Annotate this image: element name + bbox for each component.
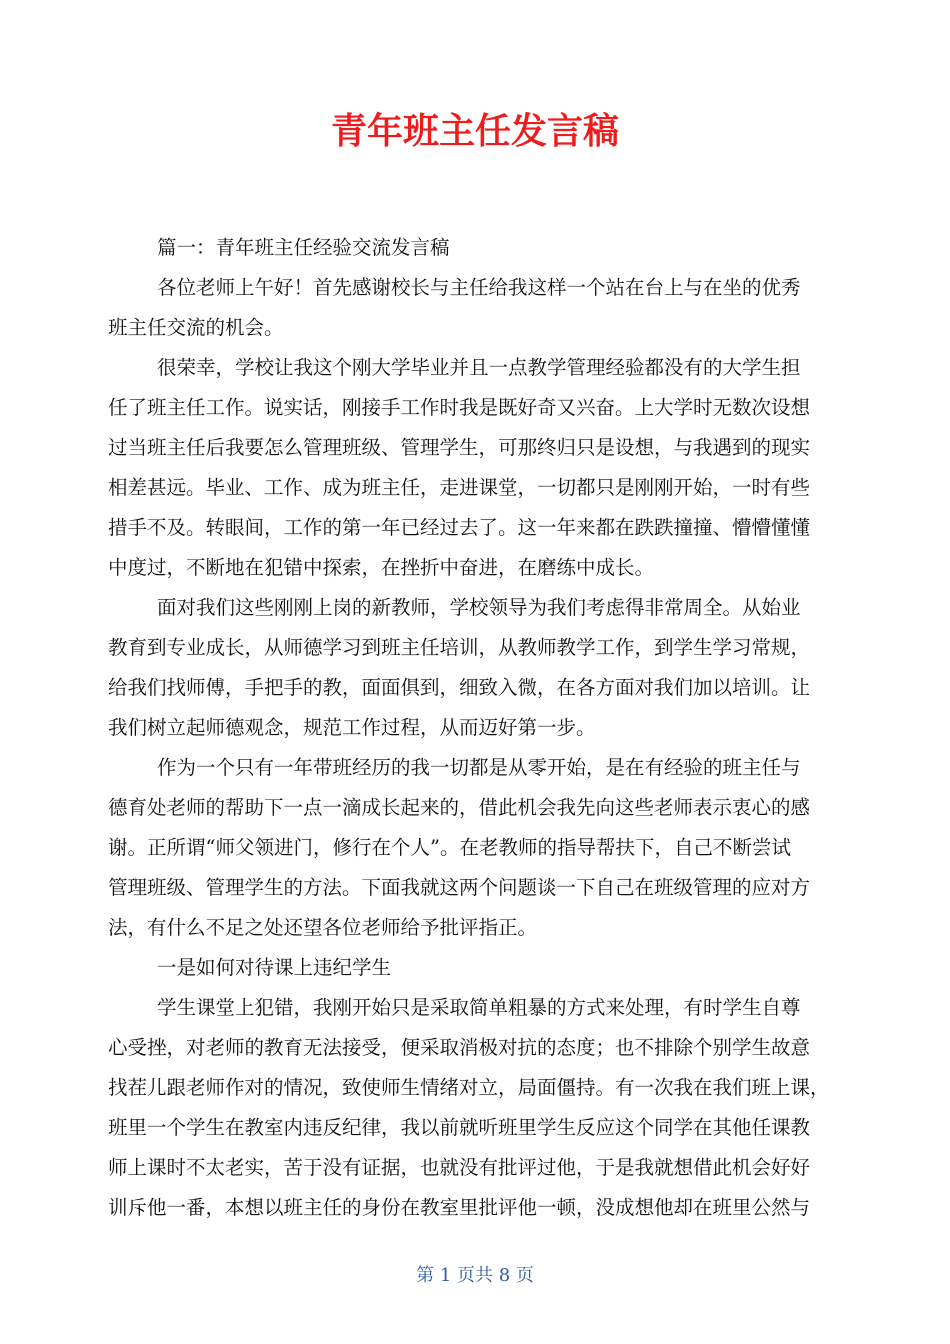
paragraph-line: 师上课时不太老实，苦于没有证据，也就没有批评过他，于是我就想借此机会好好 — [108, 1156, 811, 1179]
paragraph-line: 我们树立起师德观念，规范工作过程，从而迈好第一步。 — [108, 716, 596, 739]
paragraph-line: 学生课堂上犯错，我刚开始只是采取简单粗暴的方式来处理，有时学生自尊 — [157, 996, 801, 1019]
paragraph-line: 训斥他一番，本想以班主任的身份在教室里批评他一顿，没成想他却在班里公然与 — [108, 1196, 811, 1219]
paragraph-line: 教育到专业成长，从师德学习到班主任培训，从教师教学工作，到学生学习常规， — [108, 636, 811, 659]
paragraph-line: 班里一个学生在教室内违反纪律，我以前就听班里学生反应这个同学在其他任课教 — [108, 1116, 811, 1139]
paragraph-line: 很荣幸，学校让我这个刚大学毕业并且一点教学管理经验都没有的大学生担 — [157, 356, 801, 379]
paragraph-line: 德育处老师的帮助下一点一滴成长起来的，借此机会我先向这些老师表示衷心的感 — [108, 796, 811, 819]
paragraph-line: 面对我们这些刚刚上岗的新教师，学校领导为我们考虑得非常周全。从始业 — [157, 596, 801, 619]
paragraph-line: 管理班级、管理学生的方法。下面我就这两个问题谈一下自己在班级管理的应对方 — [108, 876, 811, 899]
subsection-heading: 一是如何对待课上违纪学生 — [157, 956, 392, 979]
document-title: 青年班主任发言稿 — [330, 111, 619, 152]
page-number-footer: 第 1 页共 8 页 — [416, 1265, 534, 1286]
paragraph-line: 作为一个只有一年带班经历的我一切都是从零开始，是在有经验的班主任与 — [157, 756, 801, 779]
paragraph-line: 谢。正所谓“师父领进门，修行在个人”。在老教师的指导帮扶下，自己不断尝试 — [108, 836, 791, 859]
paragraph-line: 任了班主任工作。说实话，刚接手工作时我是既好奇又兴奋。上大学时无数次设想 — [108, 396, 811, 419]
paragraph-line: 中度过，不断地在犯错中探索，在挫折中奋进，在磨练中成长。 — [108, 556, 655, 579]
paragraph-line: 找茬儿跟老师作对的情况，致使师生情绪对立，局面僵持。有一次我在我们班上课， — [108, 1076, 830, 1099]
paragraph-line: 措手不及。转眼间，工作的第一年已经过去了。这一年来都在跌跌撞撞、懵懵懂懂 — [108, 516, 811, 539]
paragraph-line: 过当班主任后我要怎么管理班级、管理学生，可那终归只是设想，与我遇到的现实 — [108, 436, 811, 459]
section-heading: 篇一：青年班主任经验交流发言稿 — [157, 236, 450, 259]
document-body — [108, 228, 843, 1228]
paragraph-line: 相差甚远。毕业、工作、成为班主任，走进课堂，一切都只是刚刚开始，一时有些 — [108, 476, 811, 499]
paragraph-line: 心受挫，对老师的教育无法接受，便采取消极对抗的态度；也不排除个别学生故意 — [108, 1036, 811, 1059]
paragraph-line: 各位老师上午好！首先感谢校长与主任给我这样一个站在台上与在坐的优秀 — [157, 276, 801, 299]
paragraph-line: 班主任交流的机会。 — [108, 316, 284, 339]
paragraph-line: 法，有什么不足之处还望各位老师给予批评指正。 — [108, 916, 538, 939]
paragraph-line: 给我们找师傅，手把手的教，面面俱到，细致入微，在各方面对我们加以培训。让 — [108, 676, 811, 699]
